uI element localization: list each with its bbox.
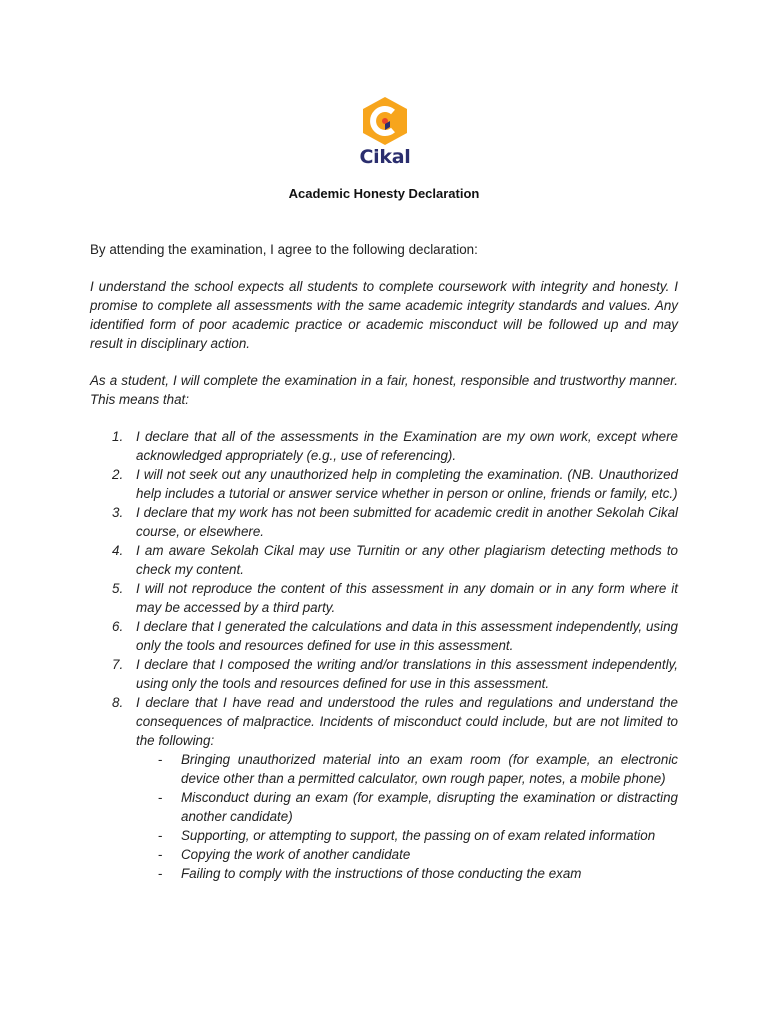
intro-text: By attending the examination, I agree to the following declaration: — [90, 242, 478, 257]
list-item: 6. I declare that I generated the calculations and data in this assessment independently, using only the tools and resources defined for use in this assessment. — [112, 619, 678, 653]
sub-list-item: - Copying the work of another candidate — [158, 847, 411, 862]
list-item: 8. I declare that I have read and understood the rules and regulations and understand the consequences of malpractice. Incidents of misconduct could include, but are not limited to the following: - Bringing unauthorized material into an exam room (for example, an electronic device other than a permitted calculator, own rough paper, notes, a mobile phone) - Misconduct during an exam (for example, disrupting the examination or distracting another candidate) - Supporting, or attempting to support, the passing on of exam related information - Copying the work of another candidate - Failing to comply with the instructions of those conducting the exam — [112, 695, 678, 881]
misconduct-sublist — [136, 750, 678, 883]
cikal-logo-icon — [354, 96, 416, 148]
student-paragraph: As a student, I will complete the examination in a fair, honest, responsible and trustworthy manner. This means that: — [90, 373, 678, 407]
declaration-list — [90, 427, 678, 883]
list-item: 4. I am aware Sekolah Cikal may use Turnitin or any other plagiarism detecting methods to check my content. — [112, 543, 678, 577]
logo-wordmark: Cikal — [359, 146, 411, 168]
list-item: 1. I declare that all of the assessments in the Examination are my own work, except where acknowledged appropriately (e.g., use of referencing). — [112, 429, 678, 463]
sub-list-item: - Supporting, or attempting to support, the passing on of exam related information — [158, 828, 656, 843]
list-item: 7. I declare that I composed the writing and/or translations in this assessment independently, using only the tools and resources defined for use in this assessment. — [112, 657, 678, 691]
cikal-logo — [354, 96, 416, 172]
declaration-body — [90, 240, 678, 883]
integrity-paragraph: I understand the school expects all students to complete coursework with integrity and honesty. I promise to complete all assessments with the same academic integrity standards and values. Any identified form of poor academic practice or academic misconduct will be followed up and may result in disciplinary action. — [90, 279, 678, 351]
list-item: 3. I declare that my work has not been submitted for academic credit in another Sekolah Cikal course, or elsewhere. — [112, 505, 678, 539]
sub-list-item: - Misconduct during an exam (for example, disrupting the examination or distracting another candidate) — [158, 790, 678, 824]
sub-list-item: - Failing to comply with the instructions of those conducting the exam — [158, 866, 582, 881]
list-item: 5. I will not reproduce the content of this assessment in any domain or in any form where it may be accessed by a third party. — [112, 581, 678, 615]
sub-list-item: - Bringing unauthorized material into an exam room (for example, an electronic device other than a permitted calculator, own rough paper, notes, a mobile phone) — [158, 752, 678, 786]
page-title: Academic Honesty Declaration — [288, 186, 480, 201]
list-item: 2. I will not seek out any unauthorized help in completing the examination. (NB. Unauthorized help includes a tutorial or answer service whether in person or online, friends or family, etc.) — [112, 467, 678, 501]
